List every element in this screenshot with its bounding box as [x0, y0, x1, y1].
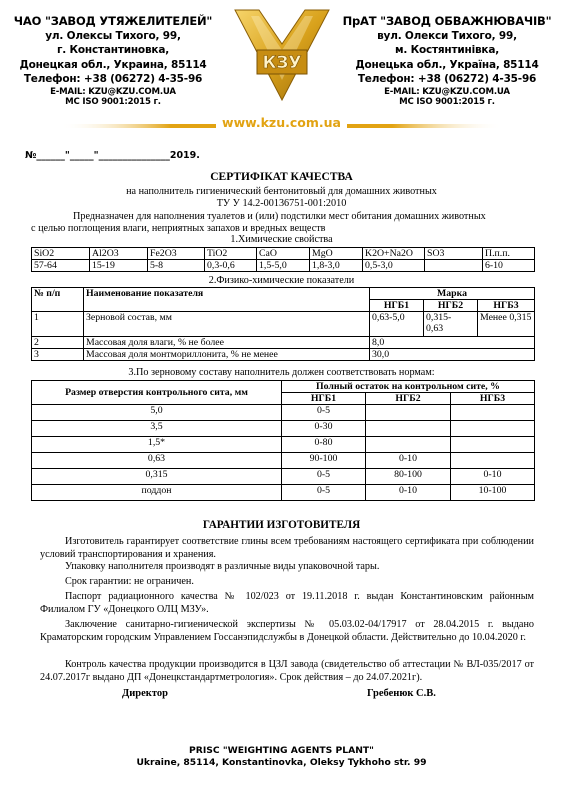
table-cell: 30,0 [370, 349, 535, 361]
table-cell: 0-80 [282, 437, 366, 453]
section-physical: 2.Физико-химические показатели [208, 275, 355, 286]
table-cell: 0-5 [282, 405, 366, 421]
table-cell [451, 421, 535, 437]
table-cell: 80-100 [366, 469, 451, 485]
table-cell: 0,315- 0,63 [424, 312, 478, 337]
table-cell: 10-100 [451, 485, 535, 501]
table-row [32, 485, 535, 501]
tu-standard: ТУ У 14.2-00136751-001:2010 [216, 198, 347, 209]
table-row [32, 312, 535, 337]
table-cell [366, 421, 451, 437]
guarantee-paragraph: Заключение санитарно-гигиенической экспертизы № 05.03.02-04/17917 от 28.04.2015 г. выдано Краматорским городским Управлением Госсанэпидслужбы в Донецкой области. Действительно до 10.04.2020 г. [40, 619, 534, 644]
table-cell [451, 453, 535, 469]
header-right-address [338, 14, 556, 107]
address-street: ул. Олексы Тихого, 99, [45, 29, 181, 42]
table-cell: Зерновой состав, мм [84, 312, 370, 337]
certificate-title: СЕРТИФІКАТ КАЧЕСТВА [210, 171, 353, 183]
section-chemical: 1.Химические свойства [230, 234, 333, 245]
table-row [32, 453, 535, 469]
certificate-subtitle: на наполнитель гигиенический бентонитовый для домашних животных [126, 186, 437, 197]
email: E-MAIL: KZU@KZU.COM.UA [50, 86, 176, 97]
table-row [32, 349, 535, 361]
address-city: м. Костянтинівка, [394, 44, 500, 57]
guarantee-paragraph: Срок гарантии: не ограничен. [65, 576, 194, 587]
table-row [32, 469, 535, 485]
physical-table [31, 287, 535, 361]
sieve-table [31, 380, 535, 501]
table-cell: 1,5-5,0 [257, 260, 310, 272]
table-header-row [32, 381, 535, 393]
table-cell: MgO [310, 248, 363, 260]
table-cell: 1,5* [32, 437, 282, 453]
phone: Телефон: +38 (06272) 4-35-96 [357, 73, 537, 86]
purpose-line-1: Предназначен для наполнения туалетов и (или) подстилки мест обитания домашних животных [73, 211, 486, 222]
table-header-row [32, 288, 535, 300]
table-cell: П.п.п. [483, 248, 535, 260]
website-link[interactable]: www.kzu.com.ua [0, 115, 563, 130]
table-cell: SiO2 [32, 248, 90, 260]
email: E-MAIL: KZU@KZU.COM.UA [384, 86, 510, 97]
logo-text: КЗУ [262, 53, 302, 73]
table-cell: Массовая доля влаги, % не более [84, 337, 370, 349]
phone: Телефон: +38 (06272) 4-35-96 [23, 73, 203, 86]
table-cell: SO3 [425, 248, 483, 260]
header-cell: Наименование показателя [84, 288, 370, 312]
table-cell: 1,8-3,0 [310, 260, 363, 272]
table-cell: Массовая доля монтмориллонита, % не менее [84, 349, 370, 361]
table-cell [451, 405, 535, 421]
section-granulometry: 3.По зерновому составу наполнитель должен соответствовать нормам: [128, 367, 435, 378]
table-cell: TiO2 [205, 248, 257, 260]
header-cell: НГБ1 [370, 300, 424, 312]
address-city: г. Константиновка, [57, 44, 169, 57]
table-cell: Fe2O3 [148, 248, 205, 260]
table-cell: 5,0 [32, 405, 282, 421]
header-cell: НГБ1 [282, 393, 366, 405]
table-cell: поддон [32, 485, 282, 501]
table-cell [366, 437, 451, 453]
table-cell: 5-8 [148, 260, 205, 272]
table-cell: 90-100 [282, 453, 366, 469]
table-cell [366, 405, 451, 421]
guarantee-paragraph: Упаковку наполнителя производят в различные виды упаковочной тары. [65, 561, 380, 572]
table-cell: Al2O3 [90, 248, 148, 260]
table-header-row [32, 248, 535, 260]
address-region: Донецька обл., Україна, 85114 [355, 58, 539, 71]
header-left-address [8, 14, 218, 107]
header-cell: Размер отверстия контрольного сита, мм [32, 381, 282, 405]
header-cell: НГБ3 [478, 300, 535, 312]
table-cell: K2O+Na2O [363, 248, 425, 260]
header-cell: НГБ2 [424, 300, 478, 312]
table-cell: 0,63-5,0 [370, 312, 424, 337]
company-name-ua: ПрАТ "ЗАВОД ОБВАЖНЮВАЧІВ" [342, 14, 552, 28]
guarantee-paragraph: Паспорт радиационного качества № 102/023 от 19.11.2018 г. выдан Константиновским районным Филиалом ГУ «Донецкого ОЛЦ МЗУ». [40, 591, 534, 616]
table-cell: 0-5 [282, 485, 366, 501]
kzu-logo [229, 4, 335, 108]
table-cell: CaO [257, 248, 310, 260]
header-cell: № п/п [32, 288, 84, 312]
header-cell: Марка [370, 288, 535, 300]
table-cell: 57-64 [32, 260, 90, 272]
table-row [32, 337, 535, 349]
guarantee-paragraph: Изготовитель гарантирует соответствие глины всем требованиям настоящего сертификата при соблюдении условий транспортирования и хранения. [40, 536, 534, 561]
header-cell: НГБ2 [366, 393, 451, 405]
table-cell: 0,63 [32, 453, 282, 469]
table-row [32, 260, 535, 272]
guarantee-title: ГАРАНТИИ ИЗГОТОВИТЕЛЯ [202, 519, 361, 531]
guarantee-paragraph: Контроль качества продукции производится в ЦЗЛ завода (свидетельство об аттестации № ВЛ-035/2017 от 24.07.2017г выдано ДП «Донецкстандартметрология». Срок действия – до 24.07.2021г). [40, 659, 534, 684]
document-number: №______"_____"_______________2019. [25, 150, 200, 161]
footer-company: PRISC "WEIGHTING AGENTS PLANT" [189, 745, 374, 756]
table-cell: 2 [32, 337, 84, 349]
table-cell: 0-10 [366, 453, 451, 469]
table-cell: 3,5 [32, 421, 282, 437]
iso-cert: MC ISO 9001:2015 г. [399, 96, 495, 107]
table-cell [451, 437, 535, 453]
address-region: Донецкая обл., Украина, 85114 [19, 58, 207, 71]
address-street: вул. Олекси Тихого, 99, [377, 29, 517, 42]
table-cell: Менее 0,315 [478, 312, 535, 337]
table-cell: 8,0 [370, 337, 535, 349]
iso-cert: MC ISO 9001:2015 г. [65, 96, 161, 107]
table-cell: 0,5-3,0 [363, 260, 425, 272]
table-cell: 6-10 [483, 260, 535, 272]
table-cell: 0-10 [451, 469, 535, 485]
chemical-table [31, 247, 535, 272]
table-row [32, 405, 535, 421]
table-row [32, 421, 535, 437]
table-cell: 0,3-0,6 [205, 260, 257, 272]
table-row [32, 437, 535, 453]
director-name: Гребенюк С.В. [367, 688, 436, 699]
company-name-ru: ЧАО "ЗАВОД УТЯЖЕЛИТЕЛЕЙ" [13, 14, 213, 28]
table-cell: 15-19 [90, 260, 148, 272]
table-cell: 0-30 [282, 421, 366, 437]
table-cell: 0-10 [366, 485, 451, 501]
table-cell [425, 260, 483, 272]
footer-address: Ukraine, 85114, Konstantinovka, Oleksy Tykhoho str. 99 [136, 757, 427, 768]
table-cell: 0-5 [282, 469, 366, 485]
purpose-line-2: с целью поглощения влаги, неприятных запахов и вредных веществ [31, 223, 326, 234]
director-label: Директор [122, 688, 168, 699]
table-cell: 3 [32, 349, 84, 361]
header-cell: НГБ3 [451, 393, 535, 405]
table-cell: 1 [32, 312, 84, 337]
table-cell: 0,315 [32, 469, 282, 485]
header-cell: Полный остаток на контрольном сите, % [282, 381, 535, 393]
